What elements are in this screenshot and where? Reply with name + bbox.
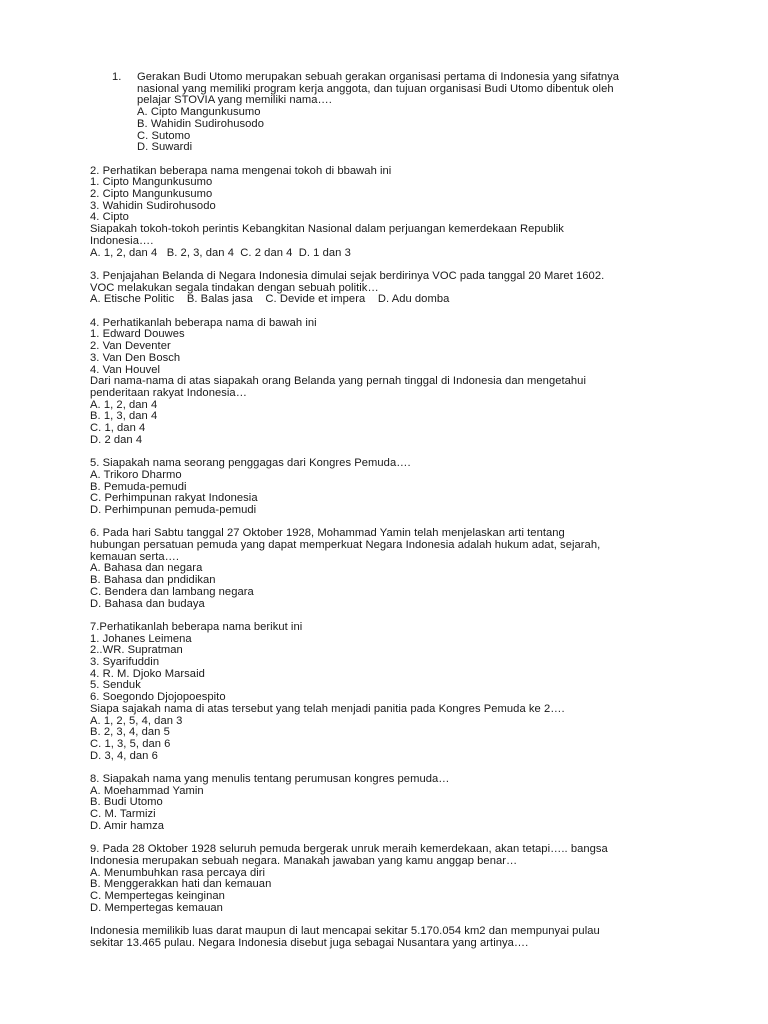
question-text-line: D. Mempertegas kemauan — [90, 901, 223, 914]
question-list — [90, 72, 690, 961]
question-block — [90, 318, 690, 447]
question-text-line: Indonesia memilikib luas darat maupun di laut mencapai sekitar 5.170.054 km2 dan mempunyai pulau — [90, 925, 600, 938]
question-text-line: C. M. Tarmizi — [90, 808, 156, 821]
question-text-line: A. 1, 2, dan 4 — [90, 398, 158, 411]
question-block — [90, 528, 690, 610]
question-1-stem-line: nasional yang memiliki program kerja anggota, dan tujuan organisasi Budi Utomo dibentuk oleh — [137, 82, 614, 95]
question-text-line: 3. Syarifuddin — [90, 656, 160, 669]
question-text-line: D. 2 dan 4 — [90, 433, 143, 446]
question-text-line: C. 1, dan 4 — [90, 422, 146, 435]
question-text-line: penderitaan rakyat Indonesia… — [90, 386, 247, 399]
question-block — [90, 926, 690, 949]
question-1-body — [90, 72, 690, 154]
question-text-line: D. Bahasa dan budaya — [90, 597, 205, 610]
question-text-line: A. Menumbuhkan rasa percaya diri — [90, 866, 266, 879]
question-block — [90, 166, 690, 260]
question-text-line: sekitar 13.465 pulau. Negara Indonesia disebut juga sebagai Nusantara yang artinya…. — [90, 936, 529, 949]
question-text-line: 4. R. M. Djoko Marsaid — [90, 667, 205, 680]
question-text-line: 3. Van Den Bosch — [90, 351, 181, 364]
question-text-line: C. Bendera dan lambang negara — [90, 585, 254, 598]
question-text-line: hubungan persatuan pemuda yang dapat memperkuat Negara Indonesia adalah hukum adat, sejarah, — [90, 539, 601, 552]
question-text-line: kemauan serta…. — [90, 550, 180, 563]
question-text-line: D. Amir hamza — [90, 819, 165, 832]
question-block — [90, 622, 690, 762]
question-text-line: C. Perhimpunan rakyat Indonesia — [90, 492, 258, 505]
question-1-option-c: C. Sutomo — [137, 129, 191, 142]
question-block — [90, 844, 690, 914]
question-block — [90, 774, 690, 833]
question-text-line: D. Perhimpunan pemuda-pemudi — [90, 503, 257, 516]
question-1 — [90, 72, 690, 154]
question-text-line: B. Bahasa dan pndidikan — [90, 574, 216, 587]
question-text-line: B. 1, 3, dan 4 — [90, 410, 158, 423]
question-text-line: 1. Edward Douwes — [90, 328, 185, 341]
question-text-line: B. Pemuda-pemudi — [90, 480, 187, 493]
question-text-line: 7.Perhatikanlah beberapa nama berikut ini — [90, 620, 303, 633]
question-text-line: Siapa sajakah nama di atas tersebut yang telah menjadi panitia pada Kongres Pemuda ke 2…. — [90, 702, 565, 715]
question-text-line: 1. Johanes Leimena — [90, 632, 192, 645]
question-text-line: A. 1, 2, 5, 4, dan 3 — [90, 714, 183, 727]
question-text-line: A. Bahasa dan negara — [90, 562, 203, 575]
question-text-line: B. 2, 3, 4, dan 5 — [90, 726, 170, 739]
question-text-line: VOC melakukan segala tindakan dengan sebuah politik… — [90, 281, 379, 294]
question-text-line: 5. Senduk — [90, 679, 141, 692]
question-text-line: 2..WR. Supratman — [90, 644, 183, 657]
question-1-stem-line: Gerakan Budi Utomo merupakan sebuah gerakan organisasi pertama di Indonesia yang sifatnya — [137, 71, 620, 83]
question-text-line: C. Mempertegas keinginan — [90, 890, 225, 903]
question-text-line: 4. Perhatikanlah beberapa nama di bawah ini — [90, 316, 317, 329]
question-text-line: A. Etische Politic B. Balas jasa C. Devide et impera D. Adu domba — [90, 293, 450, 306]
question-1-number: 1. — [112, 71, 122, 83]
question-text-line: 1. Cipto Mangunkusumo — [90, 176, 213, 189]
question-blocks — [90, 166, 690, 950]
question-text-line: Siapakah tokoh-tokoh perintis Kebangkitan Nasional dalam perjuangan kemerdekaan Republik — [90, 223, 564, 236]
question-text-line: Dari nama-nama di atas siapakah orang Belanda yang pernah tinggal di Indonesia dan mengetahui — [90, 375, 586, 388]
question-text-line: Indonesia…. — [90, 234, 154, 247]
question-text-line: B. Menggerakkan hati dan kemauan — [90, 878, 272, 891]
question-text-line: 8. Siapakah nama yang menulis tentang perumusan kongres pemuda… — [90, 773, 450, 786]
question-text-line: B. Budi Utomo — [90, 796, 163, 809]
question-text-line: 4. Cipto — [90, 211, 129, 224]
question-block — [90, 271, 690, 306]
question-1-option-a: A. Cipto Mangunkusumo — [137, 106, 261, 119]
question-text-line: 2. Cipto Mangunkusumo — [90, 188, 213, 201]
question-text-line: Indonesia merupakan sebuah negara. Manakah jawaban yang kamu anggap benar… — [90, 854, 518, 867]
question-text-line: D. 3, 4, dan 6 — [90, 749, 158, 762]
question-text-line: 3. Penjajahan Belanda di Negara Indonesia dimulai sejak berdirinya VOC pada tanggal 20 Maret 1602. — [90, 269, 605, 282]
question-text-line: 2. Perhatikan beberapa nama mengenai tokoh di bbawah ini — [90, 164, 392, 177]
question-1-option-d: D. Suwardi — [137, 141, 193, 154]
question-text-line: 4. Van Houvel — [90, 363, 161, 376]
question-text-line: 2. Van Deventer — [90, 340, 171, 353]
question-text-line: 6. Pada hari Sabtu tanggal 27 Oktober 1928, Mohammad Yamin telah menjelaskan arti tentang — [90, 527, 565, 540]
question-text-line: 6. Soegondo Djojopoespito — [90, 691, 226, 704]
question-text-line: 5. Siapakah nama seorang penggagas dari Kongres Pemuda…. — [90, 457, 411, 470]
question-text-line: 3. Wahidin Sudirohusodo — [90, 199, 216, 212]
question-text-line: A. 1, 2, dan 4 B. 2, 3, dan 4 C. 2 dan 4 D. 1 dan 3 — [90, 246, 351, 259]
question-text-line: 9. Pada 28 Oktober 1928 seluruh pemuda bergerak unruk meraih kemerdekaan, akan tetapi….. bangsa — [90, 843, 608, 856]
question-text-line: A. Trikoro Dharmo — [90, 468, 182, 481]
question-1-option-b: B. Wahidin Sudirohusodo — [137, 117, 264, 130]
question-1-stem-line: pelajar STOVIA yang memiliki nama…. — [137, 94, 332, 107]
question-text-line: C. 1, 3, 5, dan 6 — [90, 737, 171, 750]
question-block — [90, 458, 690, 517]
question-text-line: A. Moehammad Yamin — [90, 784, 204, 797]
